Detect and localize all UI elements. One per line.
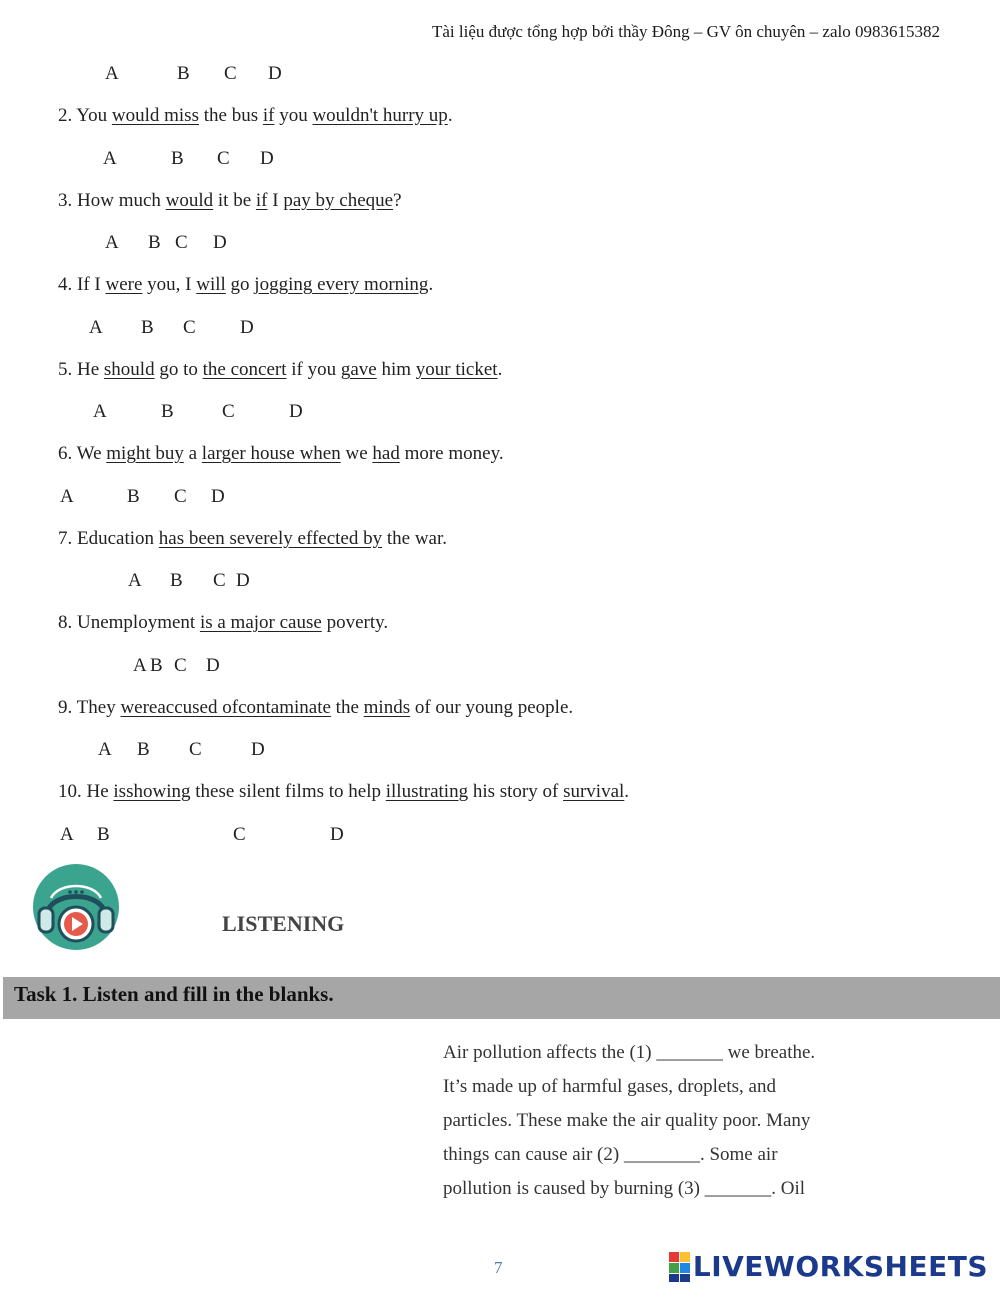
option-b: B bbox=[97, 824, 110, 845]
option-d: D bbox=[251, 739, 265, 760]
option-d: D bbox=[330, 824, 344, 845]
option-b: B bbox=[150, 655, 163, 676]
liveworksheets-logo[interactable] bbox=[669, 1250, 988, 1283]
option-a: A bbox=[93, 401, 107, 422]
question-6: 6. We might buy a larger house when we had more money. bbox=[58, 443, 504, 464]
option-a: A bbox=[128, 570, 142, 591]
section-title: LISTENING bbox=[222, 911, 345, 936]
option-d: D bbox=[213, 232, 227, 253]
brand-name: LIVEWORKSHEETS bbox=[692, 1250, 988, 1283]
option-a: A bbox=[133, 655, 147, 676]
option-d: D bbox=[289, 401, 303, 422]
option-b: B bbox=[170, 570, 183, 591]
option-a: A bbox=[103, 148, 117, 169]
option-a: A bbox=[105, 63, 119, 84]
option-d: D bbox=[211, 486, 225, 507]
question-8: 8. Unemployment is a major cause poverty. bbox=[58, 612, 389, 633]
option-d: D bbox=[206, 655, 220, 676]
option-b: B bbox=[137, 739, 150, 760]
option-a: A bbox=[105, 232, 119, 253]
option-d: D bbox=[240, 317, 254, 338]
option-a: A bbox=[98, 739, 112, 760]
question-2: 2. You would miss the bus if you wouldn't hurry up. bbox=[58, 105, 453, 126]
option-b: B bbox=[148, 232, 161, 253]
option-d: D bbox=[268, 63, 282, 84]
option-c: C bbox=[174, 486, 187, 507]
option-b: B bbox=[177, 63, 190, 84]
question-5: 5. He should go to the concert if you gave him your ticket. bbox=[58, 359, 503, 380]
page-header: Tài liệu được tổng hợp bởi thầy Đông – GV ôn chuyên – zalo 0983615382 bbox=[431, 22, 940, 41]
question-9: 9. They wereaccused ofcontaminate the minds of our young people. bbox=[58, 697, 574, 718]
option-c: C bbox=[175, 232, 188, 253]
passage-line: pollution is caused by burning (3) _______. Oil bbox=[443, 1178, 806, 1199]
option-b: B bbox=[141, 317, 154, 338]
option-c: C bbox=[222, 401, 235, 422]
option-c: C bbox=[224, 63, 237, 84]
option-c: C bbox=[189, 739, 202, 760]
option-c: C bbox=[213, 570, 226, 591]
logo-tile-icon bbox=[669, 1252, 690, 1282]
passage-line: particles. These make the air quality poor. Many bbox=[443, 1110, 811, 1131]
passage-line: things can cause air (2) ________. Some air bbox=[443, 1144, 778, 1165]
option-c: C bbox=[183, 317, 196, 338]
passage-line: Air pollution affects the (1) _______ we breathe. bbox=[443, 1042, 816, 1063]
option-c: C bbox=[217, 148, 230, 169]
question-7: 7. Education has been severely effected by the war. bbox=[58, 528, 448, 549]
question-4: 4. If I were you, I will go jogging every morning. bbox=[58, 274, 434, 295]
task-title: Task 1. Listen and fill in the blanks. bbox=[14, 982, 334, 1006]
option-b: B bbox=[127, 486, 140, 507]
question-3: 3. How much would it be if I pay by cheque? bbox=[58, 190, 402, 211]
option-a: A bbox=[89, 317, 103, 338]
option-d: D bbox=[260, 148, 274, 169]
passage-line: It’s made up of harmful gases, droplets, and bbox=[443, 1076, 776, 1097]
question-10: 10. He isshowing these silent films to help illustrating his story of survival. bbox=[58, 781, 630, 802]
page-number: 7 bbox=[494, 1258, 503, 1277]
option-b: B bbox=[161, 401, 174, 422]
headphones-icon bbox=[33, 864, 119, 950]
option-c: C bbox=[233, 824, 246, 845]
option-c: C bbox=[174, 655, 187, 676]
option-a: A bbox=[60, 824, 74, 845]
option-b: B bbox=[171, 148, 184, 169]
option-a: A bbox=[60, 486, 74, 507]
option-d: D bbox=[236, 570, 250, 591]
